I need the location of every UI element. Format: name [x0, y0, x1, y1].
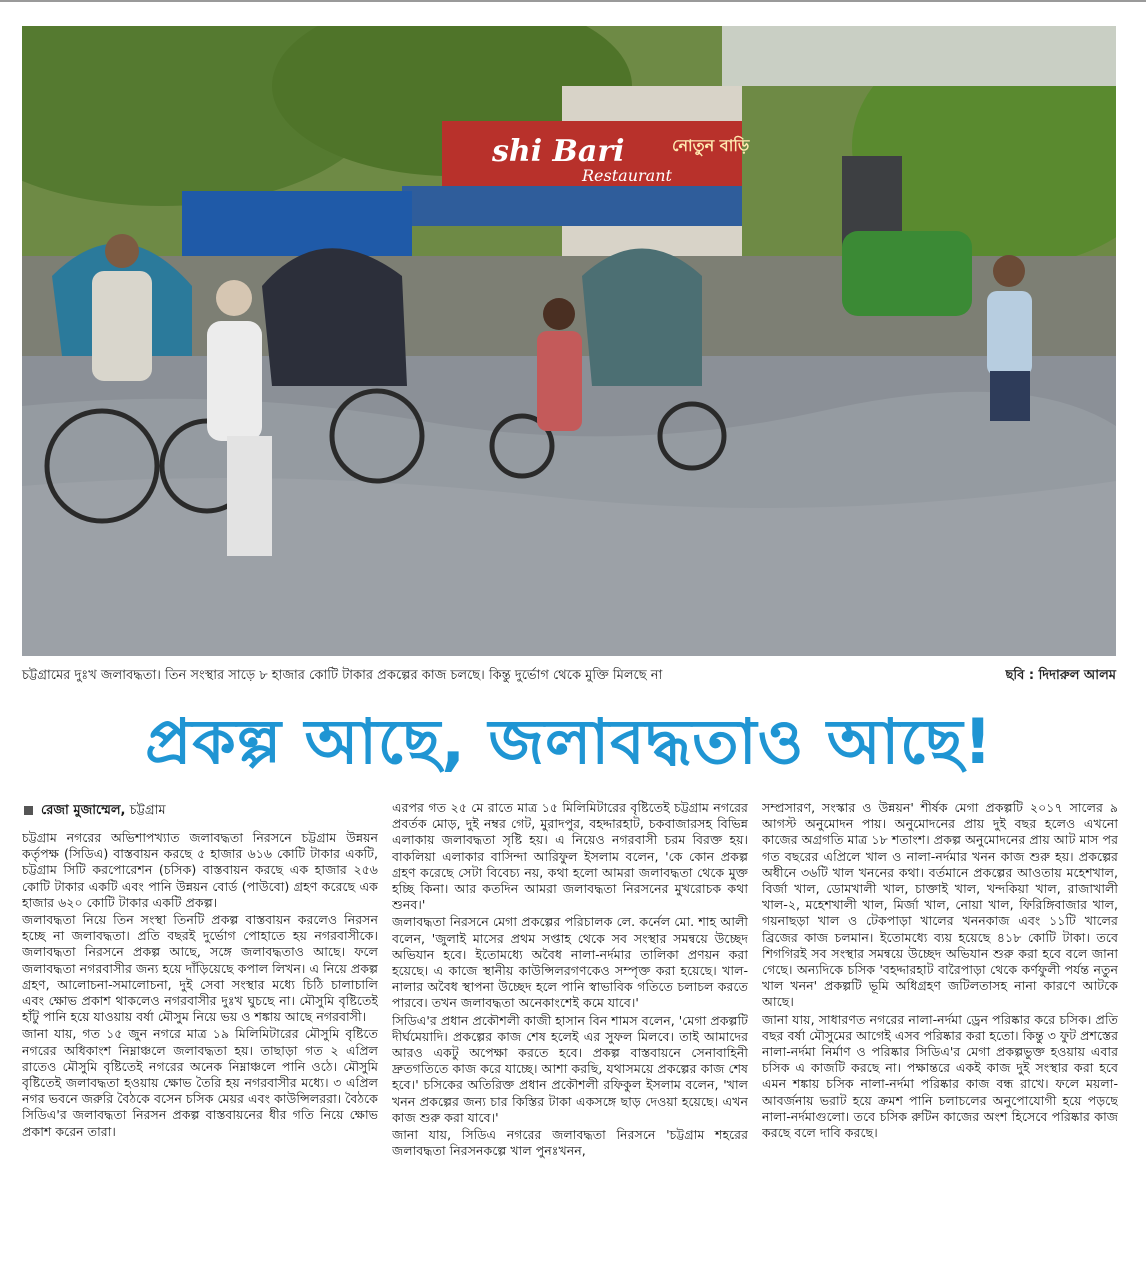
paragraph: জলাবদ্ধতা নিয়ে তিন সংস্থা তিনটি প্রকল্প বাস্তবায়ন করলেও নিরসন হচ্ছে না জলাবদ্ধতা। প্রতি বছরই দুর্ভোগ পোহাতে হয় নগরবাসীকে। জলাবদ্ধতা নিরসনে প্রকল্প আছে, সঙ্গে জলাবদ্ধতাও আছে। ফলে জলাবদ্ধতা নগরবাসীর জন্য হয়ে দাঁড়িয়েছে কপাল লিখন। এ নিয়ে প্রকল্প গ্রহণ, আলোচনা-সমালোচনা, দুই সেবা সংস্থার মধ্যে চিঠি চালাচালি এবং ক্ষোভ প্রকাশ থাকলেও নগরবাসীর দুঃখ ঘুচছে না। মৌসুমি বৃষ্টিতেই হাঁটু পানি হয়ে যাওয়ায় বর্ষা মৌসুম নিয়ে ভয় ও শঙ্কায় আছে নগরবাসী। [22, 912, 378, 1025]
author-location: চট্টগ্রাম [125, 803, 166, 818]
author-name: রেজা মুজাম্মেল, [41, 803, 126, 818]
paragraph: এরপর গত ২৫ মে রাতে মাত্র ১৫ মিলিমিটারের বৃষ্টিতেই চট্টগ্রাম নগরের প্রবর্তক মোড়, দুই নম্বর গেট, মুরাদপুর, বহদ্দারহাট, চকবাজারসহ বিভিন্ন এলাকায় জলাবদ্ধতা সৃষ্টি হয়। এ নিয়েও নগরবাসী চরম বিরক্ত হয়। বাকলিয়া এলাকার বাসিন্দা আরিফুল ইসলাম বলেন, 'কে কোন প্রকল্প গ্রহণ করেছে সেটা বিবেচ্য নয়, কথা হলো আমরা জলাবদ্ধতা থেকে মুক্ত হচ্ছি কিনা। আর কতদিন আমরা জলাবদ্ধতা নিরসনের মুখরোচক কথা শুনব।' [392, 800, 748, 913]
news-photo [22, 26, 1116, 656]
paragraph: জানা যায়, সিডিএ নগরের জলাবদ্ধতা নিরসনে 'চট্টগ্রাম শহরের জলাবদ্ধতা নিরসনকল্পে খাল পুনঃখনন, [392, 1127, 748, 1159]
paragraph: জানা যায়, সাধারণত নগরের নালা-নর্দমা ড্রেন পরিষ্কার করে চসিক। প্রতি বছর বর্ষা মৌসুমের আগেই এসব পরিষ্কার করা হতো। কিন্তু ৩ ফুট প্রশস্তের নালা-নর্দমা নির্মাণ ও পরিষ্কার সিডিএ'র মেগা প্রকল্পভুক্ত হওয়ায় এবার চসিক এ কাজটি করছে না। পক্ষান্তরে একই কাজ দুই সংস্থার করা হবে এমন শঙ্কায় চসিক নালা-নর্দমা পরিষ্কার কাজ বন্ধ রাখে। ফলে ময়লা-আবর্জনায় ভরাট হয়ে ক্রমশ পানি চলাচলের অনুপোযোগী হয়ে পড়ছে নালা-নর্দমাগুলো। তবে চসিক রুটিন কাজের অংশ হিসেবে পরিষ্কার কাজ করছে বলে দাবি করছে। [762, 1011, 1118, 1141]
sign-text-1: shi Bari [492, 134, 625, 169]
byline [22, 800, 378, 822]
column-3 [762, 800, 1118, 1280]
sign-text-3: নোতুন বাড়ি [672, 136, 750, 155]
photo-caption [22, 664, 1116, 688]
byline-square-icon [24, 806, 33, 815]
paragraph: সম্প্রসারণ, সংস্কার ও উন্নয়ন' শীর্ষক মেগা প্রকল্পটি ২০১৭ সালের ৯ আগস্ট অনুমোদন পায়। অনুমোদনের প্রায় দুই বছর হলেও এখনো কাজের অগ্রগতি মাত্র ১৮ শতাংশ। প্রকল্প অনুমোদনের প্রায় আট মাস পর গত বছরের এপ্রিলে খাল ও নালা-নর্দমার খনন কাজ শুরু হয়। প্রকল্পের অধীনে ৩৬টি খাল খননের কথা। বর্তমানে প্রকল্পের আওতায় মহেশখাল, বির্জা খাল, ডোমখালী খাল, চাক্তাই খাল, খন্দকিয়া খাল, রাজাখালী খাল-২, মহেশখালী খাল, মির্জা খাল, নোয়া খাল, ফিরিঙ্গিবাজার খাল, গয়নাছড়া খাল ও টেকপাড়া খালের খননকাজ এবং ১১টি খালের ব্রিজের কাজ চলমান। ইতোমধ্যে ব্যয় হয়েছে ৪১৮ কোটি টাকা। তবে শিগগিরই সব সংস্থার সমন্বয়ে উচ্ছেদ অভিযান শুরু করা হবে বলে জানা গেছে। অন্যদিকে চসিক 'বহদ্দারহাট বারৈপাড়া থেকে কর্ণফুলী পর্যন্ত নতুন খাল খনন' প্রকল্পটি ভূমি অধিগ্রহণ জটিলতাসহ নানা কারণে আটকে আছে। [762, 800, 1118, 1010]
photo-credit: ছবি : দিদারুল আলম [1005, 668, 1116, 683]
paragraph: চট্টগ্রাম নগরের অভিশাপখ্যাত জলাবদ্ধতা নিরসনে চট্টগ্রাম উন্নয়ন কর্তৃপক্ষ (সিডিএ) বাস্তবায়ন করছে ৫ হাজার ৬১৬ কোটি টাকার একটি, চট্টগ্রাম সিটি করপোরেশন (চসিক) বাস্তবায়ন করছে এক হাজার ২৫৬ কোটি টাকার একটি এবং পানি উন্নয়ন বোর্ড (পাউবো) গ্রহণ করেছে এক হাজার ৬২০ কোটি টাকার একটি প্রকল্প। [22, 830, 378, 910]
paragraph: সিডিএ'র প্রধান প্রকৌশলী কাজী হাসান বিন শামস বলেন, 'মেগা প্রকল্পটি দীর্ঘমেয়াদি। প্রকল্পের কাজ শেষ হলেই এর সুফল মিলবে। তাই আমাদের আরও একটু অপেক্ষা করতে হবে। প্রকল্প বাস্তবায়নে সেনাবাহিনী দ্রুতগতিতে কাজ করে যাচ্ছে। আশা করছি, যথাসময়ে প্রকল্পের কাজ শেষ হবে।' চসিকের অতিরিক্ত প্রধান প্রকৌশলী রফিকুল ইসলাম বলেন, 'খাল খনন প্রকল্পের জন্য চার কিস্তির টাকা একসঙ্গে ছাড় দেওয়া হয়েছে। এখন কাজ শুরু করা যাবে।' [392, 1012, 748, 1125]
caption-text: চট্টগ্রামের দুঃখ জলাবদ্ধতা। তিন সংস্থার সাড়ে ৮ হাজার কোটি টাকার প্রকল্পের কাজ চলছে। কিন্তু দুর্ভোগ থেকে মুক্তি মিলছে না [22, 668, 663, 683]
paragraph: জানা যায়, গত ১৫ জুন নগরে মাত্র ১৯ মিলিমিটারের মৌসুমি বৃষ্টিতে নগরের অধিকাংশ নিম্নাঞ্চলে জলাবদ্ধতা হয়। তাছাড়া গত ২ এপ্রিল রাতেও মৌসুমি বৃষ্টিতেই নগরের অনেক নিম্নাঞ্চলে পানি ওঠে। মৌসুমি বৃষ্টিতেই জলাবদ্ধতা হওয়ায় ক্ষোভ তৈরি হয় নগরবাসীর মধ্যে। ৩ এপ্রিল নগর ভবনে জরুরি বৈঠকে বসেন চসিক মেয়র এবং কাউন্সিলররা। বৈঠকে সিডিএ'র জলাবদ্ধতা নিরসন প্রকল্প বাস্তবায়নের ধীর গতি নিয়ে ক্ষোভ প্রকাশ করেন তারা। [22, 1026, 378, 1139]
headline: প্রকল্প আছে, জলাবদ্ধতাও আছে! [145, 705, 993, 778]
top-rule [0, 0, 1146, 2]
flood-scene-illustration [22, 26, 1116, 656]
sign-text-2: Restaurant [582, 166, 672, 185]
article-body [22, 800, 1118, 1280]
paragraph: জলাবদ্ধতা নিরসনে মেগা প্রকল্পের পরিচালক লে. কর্নেল মো. শাহ আলী বলেন, 'জুলাই মাসের প্রথম সপ্তাহ থেকে সব সংস্থার সমন্বয়ে উচ্ছেদ অভিযান হবে। ইতোমধ্যে অবৈধ নালা-নর্দমার তালিকা প্রণয়ন করা হয়েছে। এ কাজে স্থানীয় কাউন্সিলরগণকেও সম্পৃক্ত করা হয়েছে। খাল-নালার অবৈধ স্থাপনা উচ্ছেদ হলে পানি স্বাভাবিক গতিতে চলাচল করতে পারবে। তখন জলাবদ্ধতা অনেকাংশেই কমে যাবে।' [392, 914, 748, 1011]
column-1 [22, 800, 378, 1280]
column-2 [392, 800, 748, 1280]
